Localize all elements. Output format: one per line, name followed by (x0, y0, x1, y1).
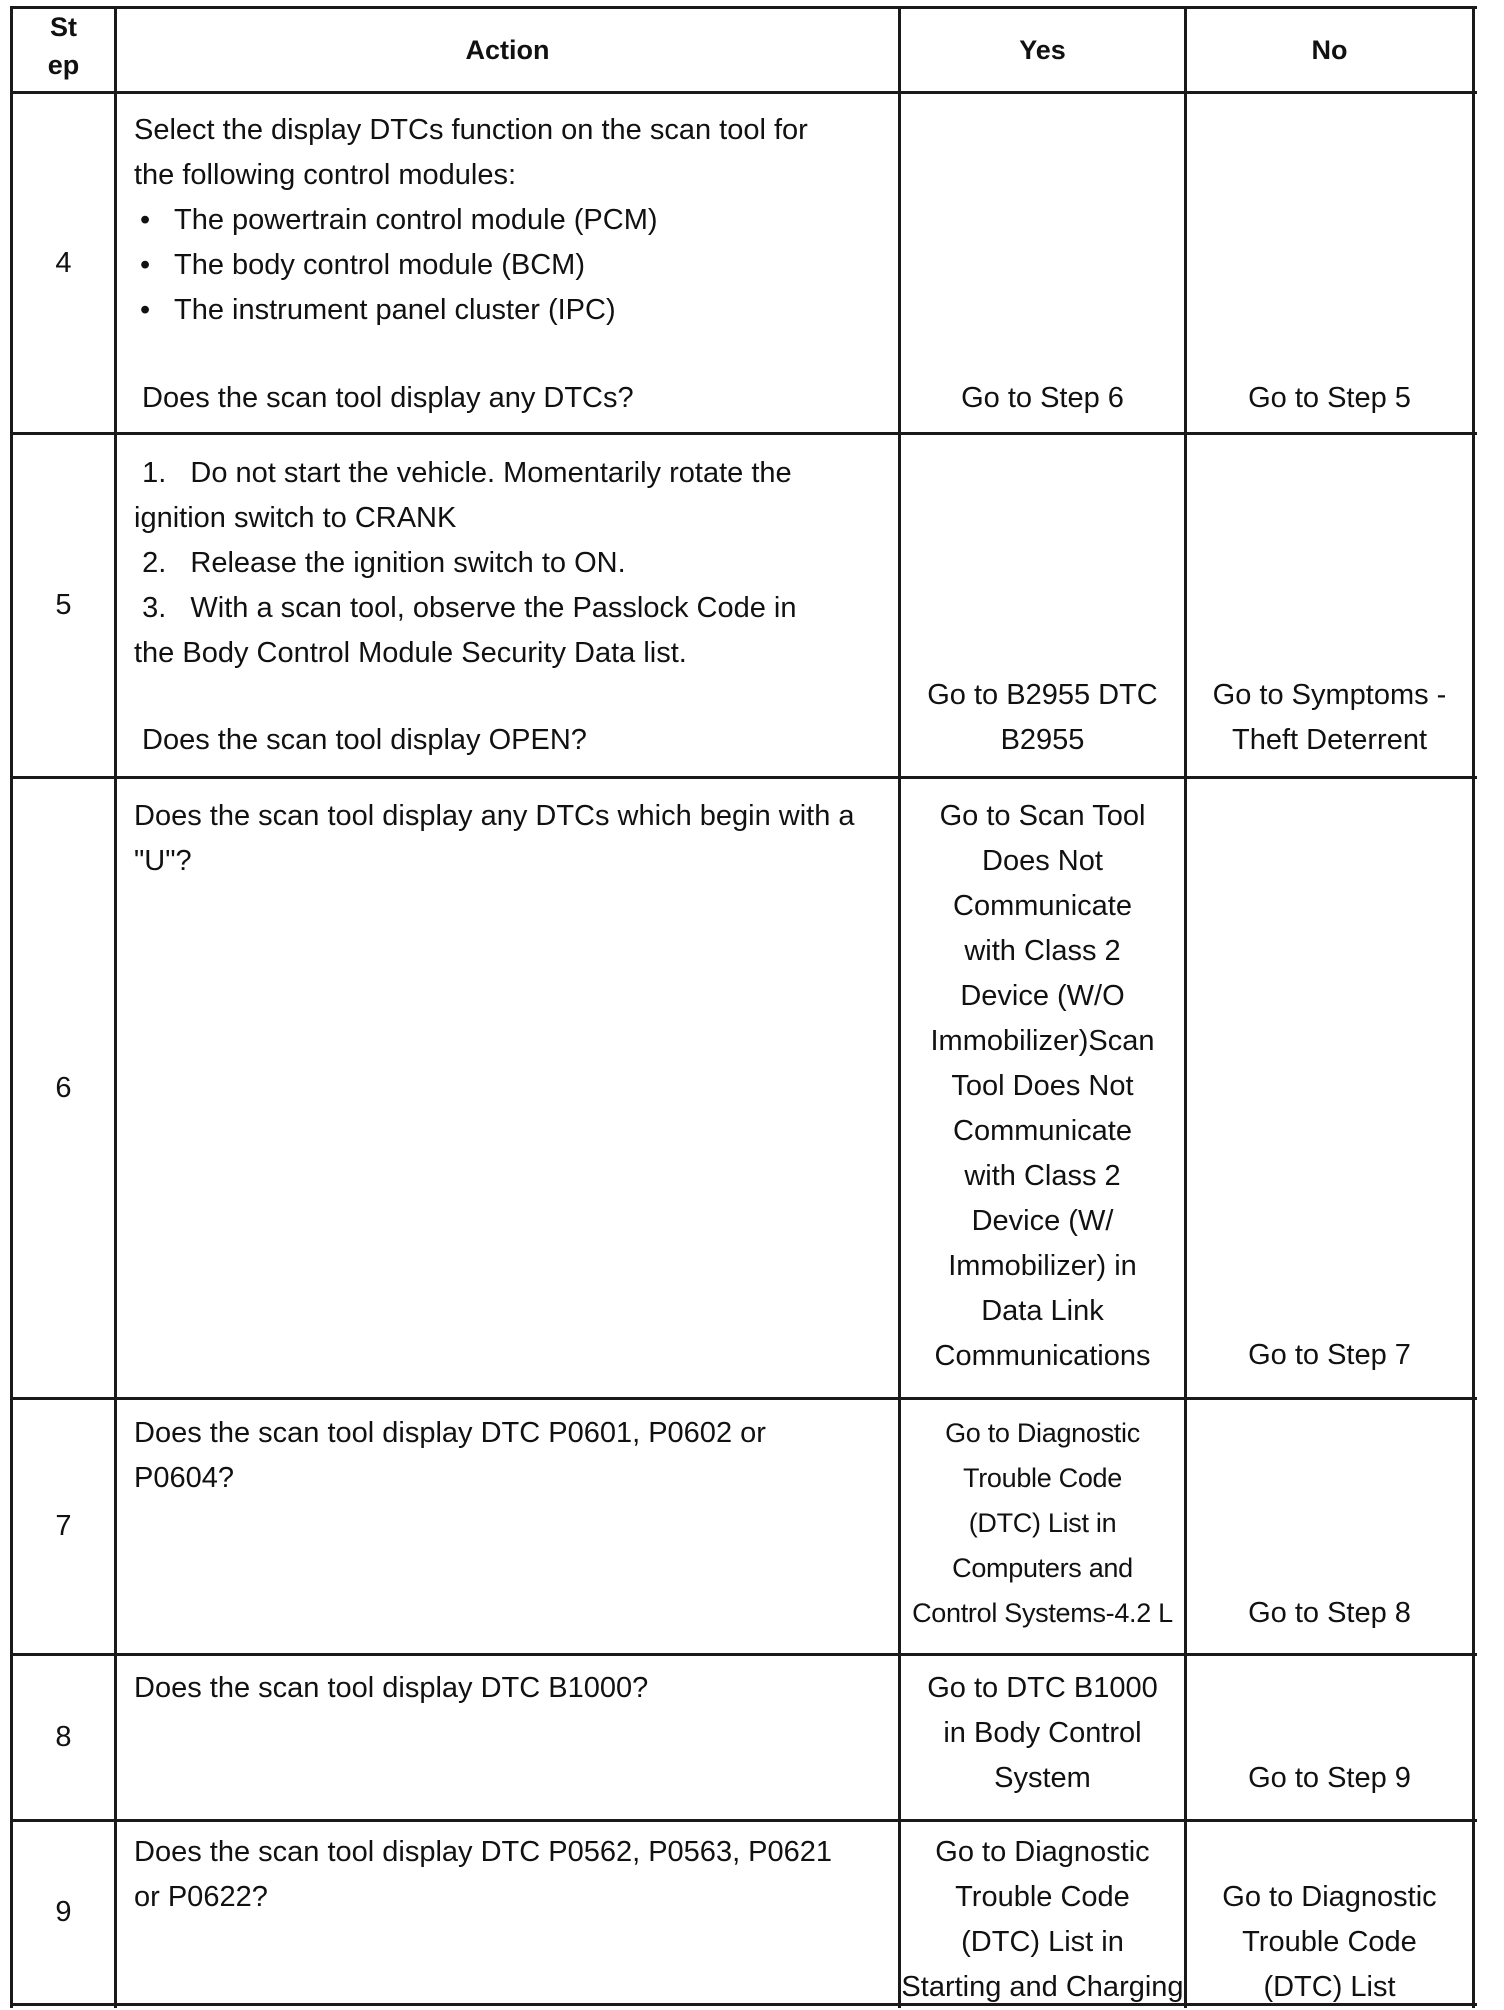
yes-answer: Go to Scan Tool Does Not Communicate with Class 2 Device (W/O Immobilizer)Scan Tool Does Not Communicate with Class 2 Device (W/ Immobilizer) in Data Link Communications (930, 800, 1155, 1372)
no-answer: Go to Step 9 (1248, 1762, 1411, 1794)
step-number: 4 (55, 246, 72, 279)
step-number: 5 (55, 589, 72, 621)
action-list-item: • The powertrain control module (PCM) (134, 198, 894, 243)
header-yes: Yes (1019, 34, 1066, 65)
action-list-item: • The instrument panel cluster (IPC) (134, 288, 894, 333)
action-text: Select the display DTCs function on the scan tool for the following control modules: (134, 114, 808, 191)
step-number: 7 (55, 1510, 72, 1542)
no-answer: Go to Diagnostic Trouble Code (DTC) List (1222, 1881, 1437, 2003)
no-answer: Go to Step 8 (1248, 1597, 1411, 1629)
question-text: Does the scan tool display OPEN? (142, 724, 587, 756)
action-text: Does the scan tool display any DTCs which begin with a "U"? (134, 800, 855, 877)
action-step: 3. With a scan tool, observe the Passlock Code in the Body Control Module Security Data list. (134, 592, 797, 669)
step-number: 6 (55, 1071, 72, 1104)
question-text: Does the scan tool display any DTCs? (142, 382, 634, 414)
step-number: 8 (55, 1721, 72, 1753)
yes-answer: Go to Step 6 (961, 382, 1124, 414)
row-divider (10, 1653, 1477, 1656)
column-divider (1472, 6, 1475, 2008)
no-answer: Go to Step 7 (1248, 1339, 1411, 1371)
header-no: No (1311, 34, 1348, 65)
column-divider (1184, 6, 1187, 2008)
header-step: St ep (47, 12, 80, 80)
action-cell (134, 451, 894, 676)
column-divider (114, 6, 117, 2008)
yes-answer: Go to Diagnostic Trouble Code (DTC) List in Starting and Charging (901, 1836, 1184, 2003)
action-step: 1. Do not start the vehicle. Momentarily rotate the ignition switch to CRANK (134, 457, 792, 534)
row-divider (10, 776, 1477, 779)
action-text: Does the scan tool display DTC B1000? (134, 1672, 649, 1704)
no-answer: Go to Symptoms - Theft Deterrent (1212, 679, 1447, 756)
action-list-item: • The body control module (BCM) (134, 243, 894, 288)
step-number: 9 (55, 1896, 72, 1928)
action-step: 2. Release the ignition switch to ON. (134, 547, 626, 579)
row-divider (10, 432, 1477, 435)
row-divider (10, 1819, 1477, 1822)
header-action: Action (465, 34, 550, 65)
action-text: Does the scan tool display DTC P0601, P0602 or P0604? (134, 1417, 766, 1494)
action-text: Does the scan tool display DTC P0562, P0563, P0621 or P0622? (134, 1836, 833, 1913)
action-cell (134, 108, 894, 333)
yes-answer: Go to DTC B1000 in Body Control System (927, 1672, 1158, 1794)
no-answer: Go to Step 5 (1248, 382, 1411, 414)
yes-answer: Go to B2955 DTC B2955 (927, 679, 1158, 756)
row-divider (10, 1397, 1477, 1400)
yes-answer: Go to Diagnostic Trouble Code (DTC) List in Computers and Control Systems-4.2 L (912, 1418, 1173, 1628)
row-divider (10, 91, 1477, 94)
